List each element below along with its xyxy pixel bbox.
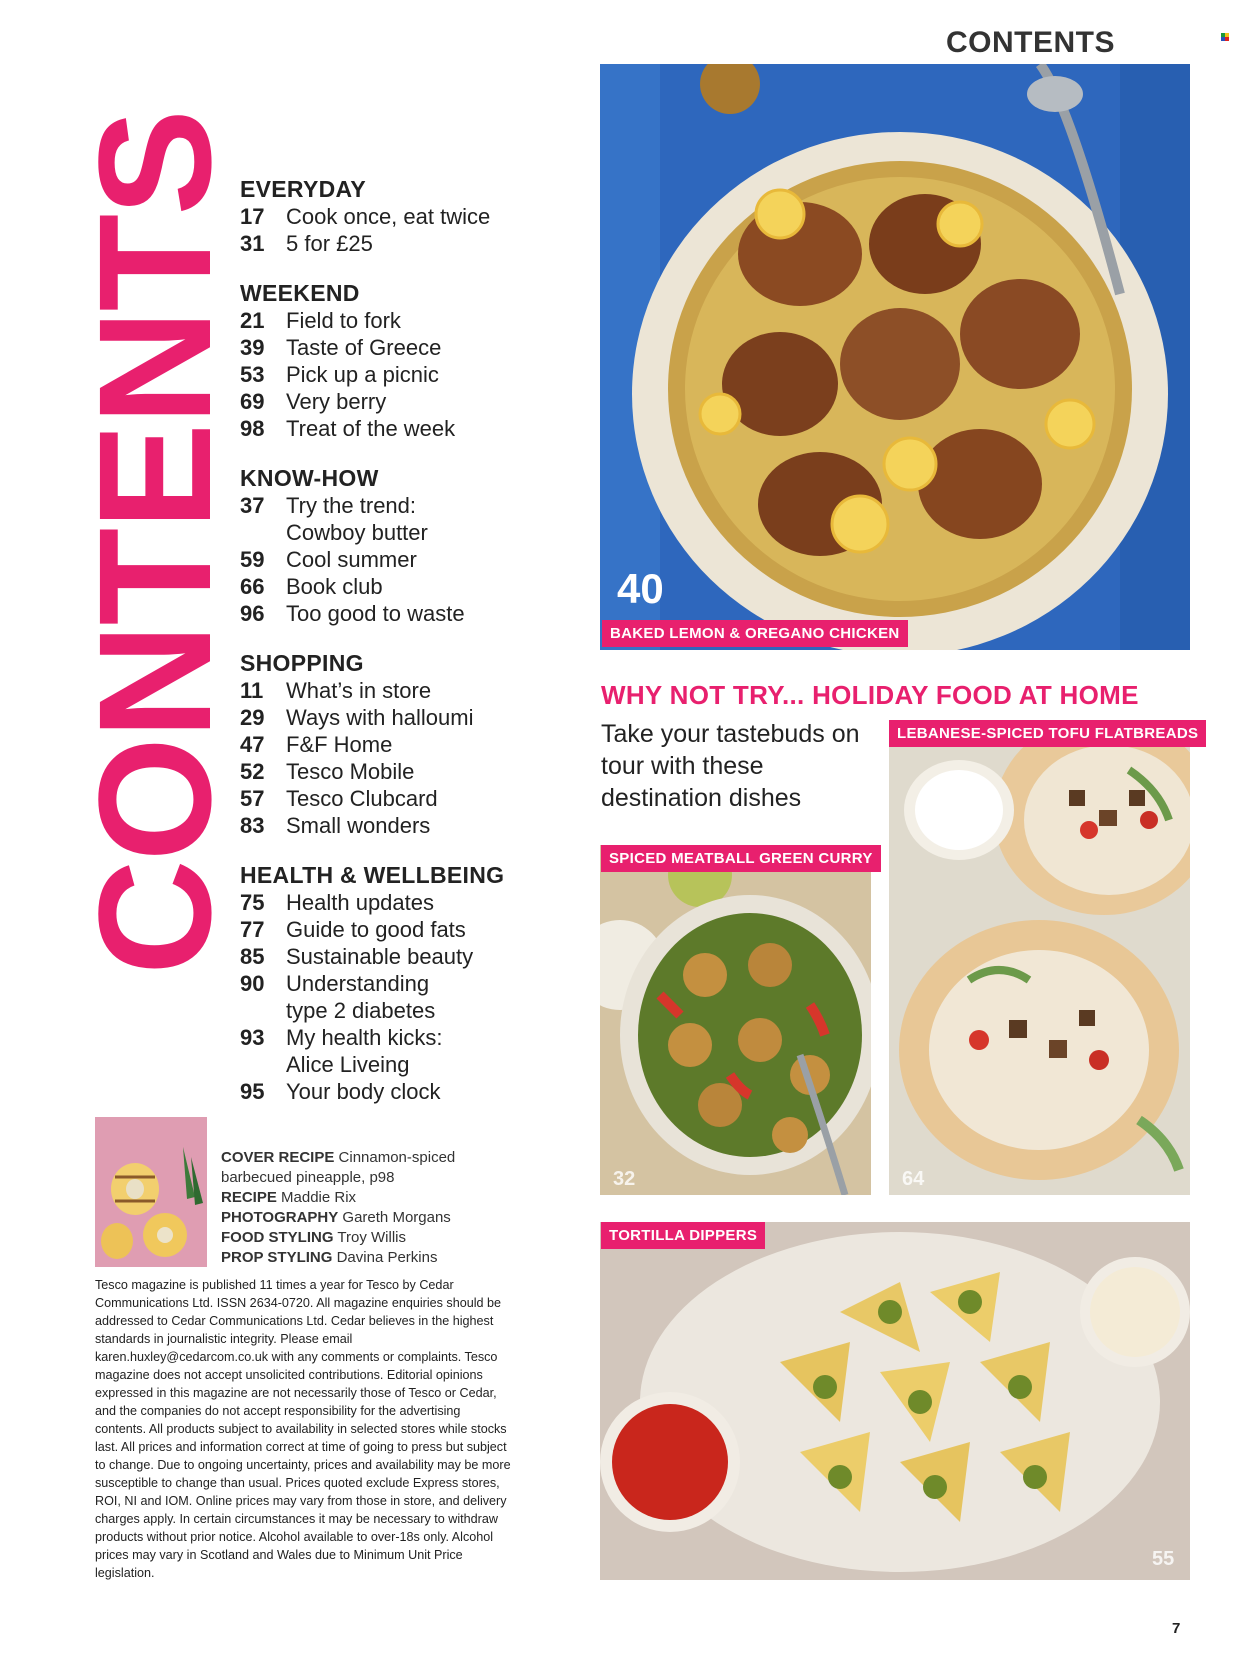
recipe-credit: Maddie Rix bbox=[281, 1189, 357, 1206]
toc-entry[interactable] bbox=[240, 704, 540, 731]
toc-entry-page: 57 bbox=[240, 786, 265, 811]
toc-entry-label-line: Sustainable beauty bbox=[286, 944, 474, 969]
toc-entry-label bbox=[286, 970, 540, 1024]
flatbreads-page-number: 64 bbox=[902, 1168, 925, 1190]
toc-entry[interactable] bbox=[240, 1024, 540, 1078]
toc-entry[interactable] bbox=[240, 785, 540, 812]
toc-entry-label-line: Cool summer bbox=[286, 547, 417, 572]
toc-entry[interactable] bbox=[240, 812, 540, 839]
cover-recipe-label: COVER RECIPE bbox=[221, 1149, 335, 1166]
tortilla-page-number: 55 bbox=[1152, 1548, 1175, 1570]
toc-entry[interactable] bbox=[240, 415, 540, 442]
toc-section-title: WEEKEND bbox=[240, 280, 360, 306]
toc-entry[interactable] bbox=[240, 307, 540, 334]
big-contents-word: CONTENTS bbox=[65, 111, 244, 975]
toc-entry-label bbox=[286, 731, 540, 758]
image-tortilla-dippers[interactable] bbox=[600, 1222, 1190, 1580]
toc-entry-label bbox=[286, 1024, 540, 1078]
cover-recipe-text: Cinnamon-spiced barbecued pineapple, p98 bbox=[221, 1149, 456, 1186]
toc-entry-page: 96 bbox=[240, 601, 265, 626]
toc-entry-page: 83 bbox=[240, 813, 265, 838]
image-meatball-curry[interactable] bbox=[600, 845, 871, 1195]
photography-label: PHOTOGRAPHY bbox=[221, 1209, 339, 1226]
toc-entry-page: 98 bbox=[240, 416, 265, 441]
toc-entry-label-line: Field to fork bbox=[286, 308, 401, 333]
toc-entry-label-line: Taste of Greece bbox=[286, 335, 442, 360]
toc-entry-page: 90 bbox=[240, 971, 265, 996]
toc-entry-page: 31 bbox=[240, 231, 265, 256]
toc-entry-page: 53 bbox=[240, 362, 265, 387]
toc-entry-label-line: Cook once, eat twice bbox=[286, 204, 491, 229]
toc-entry-page: 47 bbox=[240, 732, 265, 757]
toc-entry[interactable] bbox=[240, 889, 540, 916]
toc-entry-label bbox=[286, 785, 540, 812]
toc-entry[interactable] bbox=[240, 230, 540, 257]
toc-entry-label-line: Cowboy butter bbox=[286, 520, 428, 545]
cover-recipe-thumbnail bbox=[95, 1117, 207, 1267]
toc-entry-page: 95 bbox=[240, 1079, 265, 1104]
toc-entry-label bbox=[286, 492, 540, 546]
toc-entry-label bbox=[286, 230, 540, 257]
toc-entry[interactable] bbox=[240, 334, 540, 361]
toc-entry-label bbox=[286, 677, 540, 704]
toc-entry-label bbox=[286, 943, 540, 970]
toc-entry-label-line: Health updates bbox=[286, 890, 434, 915]
toc-entry-label-line: My health kicks: bbox=[286, 1025, 443, 1050]
toc-entry-label-line: Understanding bbox=[286, 971, 430, 996]
table-of-contents bbox=[240, 175, 540, 1127]
why-not-try-subtitle: Take your tastebuds on tour with these destination dishes bbox=[601, 720, 860, 812]
cover-credits bbox=[221, 1148, 521, 1268]
toc-entry-label bbox=[286, 889, 540, 916]
toc-entry-label bbox=[286, 307, 540, 334]
toc-entry-page: 85 bbox=[240, 944, 265, 969]
photography-credit: Gareth Morgans bbox=[342, 1209, 451, 1226]
toc-section-title: HEALTH & WELLBEING bbox=[240, 862, 505, 888]
toc-entry[interactable] bbox=[240, 970, 540, 1024]
toc-entry-page: 17 bbox=[240, 204, 265, 229]
toc-entry[interactable] bbox=[240, 758, 540, 785]
toc-entry-label-line: Pick up a picnic bbox=[286, 362, 439, 387]
toc-entry-label-line: Ways with halloumi bbox=[286, 705, 474, 730]
toc-entry-label bbox=[286, 546, 540, 573]
toc-entry-label-line: 5 for £25 bbox=[286, 231, 373, 256]
toc-entry[interactable] bbox=[240, 677, 540, 704]
tortilla-caption-tag: TORTILLA DIPPERS bbox=[601, 1222, 765, 1249]
toc-entry-label bbox=[286, 812, 540, 839]
toc-entry-label bbox=[286, 361, 540, 388]
toc-entry[interactable] bbox=[240, 203, 540, 230]
toc-entry-label bbox=[286, 916, 540, 943]
toc-section bbox=[240, 279, 540, 442]
toc-entry[interactable] bbox=[240, 388, 540, 415]
curry-page-number: 32 bbox=[613, 1168, 636, 1190]
toc-entry[interactable] bbox=[240, 600, 540, 627]
toc-entry-page: 39 bbox=[240, 335, 265, 360]
toc-entry-label-line: Treat of the week bbox=[286, 416, 456, 441]
toc-entry-label bbox=[286, 415, 540, 442]
toc-entry-page: 37 bbox=[240, 493, 265, 518]
toc-entry-label-line: Small wonders bbox=[286, 813, 431, 838]
toc-entry[interactable] bbox=[240, 1078, 540, 1105]
toc-entry-label-line: Guide to good fats bbox=[286, 917, 466, 942]
toc-entry-page: 77 bbox=[240, 917, 265, 942]
toc-entry-label-line: Alice Liveing bbox=[286, 1052, 410, 1077]
toc-section-title: SHOPPING bbox=[240, 650, 364, 676]
toc-entry-label bbox=[286, 704, 540, 731]
recipe-label: RECIPE bbox=[221, 1189, 277, 1206]
curry-caption-tag: SPICED MEATBALL GREEN CURRY bbox=[601, 845, 881, 872]
toc-entry-label bbox=[286, 573, 540, 600]
toc-section bbox=[240, 649, 540, 839]
toc-entry-page: 52 bbox=[240, 759, 265, 784]
page-header-title: CONTENTS bbox=[946, 26, 1115, 59]
hero-image-lemon-chicken[interactable] bbox=[600, 64, 1190, 650]
toc-entry-label bbox=[286, 758, 540, 785]
toc-entry[interactable] bbox=[240, 731, 540, 758]
flag-icon bbox=[1221, 33, 1229, 41]
toc-entry-label bbox=[286, 334, 540, 361]
toc-section bbox=[240, 861, 540, 1105]
toc-entry[interactable] bbox=[240, 943, 540, 970]
toc-section bbox=[240, 175, 540, 257]
hero-caption-tag: BAKED LEMON & OREGANO CHICKEN bbox=[602, 620, 908, 647]
toc-entry-label-line: Try the trend: bbox=[286, 493, 417, 518]
toc-entry-label bbox=[286, 1078, 540, 1105]
toc-entry[interactable] bbox=[240, 492, 540, 546]
flatbreads-caption-tag: LEBANESE-SPICED TOFU FLATBREADS bbox=[889, 720, 1206, 747]
image-tofu-flatbreads[interactable] bbox=[889, 720, 1190, 1195]
legal-notice: Tesco magazine is published 11 times a year for Tesco by Cedar Communications Ltd. ISSN 2634-0720. All magazine enquiries should be addressed to Cedar Communications Ltd. Cedar believes in the highest standards in journalistic integrity. Please email karen.huxley@cedarcom.co.uk with any comments or complaints. Tesco magazine does not accept unsolicited contributions. Editorial opinions expressed in this magazine are not necessarily those of Tesco or Cedar, and the companies do not accept responsibility for the advertising contents. All products subject to availability in selected stores while stocks last. All prices and information correct at time of going to press but subject to change. Due to ongoing uncertainty, prices and availability may be more susceptible to change than usual. Prices quoted exclude Express stores, ROI, NI and IOM. Online prices may vary from those in store, and delivery charges apply. In certain circumstances it may be necessary to withdraw products without prior notice. Alcohol available to over-18s only. Alcohol prices may vary in Scotland and Wales due to Minimum Unit Price legislation. bbox=[95, 1278, 511, 1580]
toc-entry-page: 66 bbox=[240, 574, 265, 599]
toc-entry-page: 69 bbox=[240, 389, 265, 414]
toc-section bbox=[240, 464, 540, 627]
toc-entry-label-line: Tesco Clubcard bbox=[286, 786, 438, 811]
prop-styling-credit: Davina Perkins bbox=[336, 1249, 438, 1266]
toc-section-title: KNOW-HOW bbox=[240, 465, 379, 491]
toc-entry-label-line: Book club bbox=[286, 574, 383, 599]
toc-entry-page: 59 bbox=[240, 547, 265, 572]
toc-entry-label bbox=[286, 203, 540, 230]
toc-entry-label bbox=[286, 600, 540, 627]
toc-entry-label-line: What’s in store bbox=[286, 678, 432, 703]
toc-entry-page: 75 bbox=[240, 890, 265, 915]
toc-entry-label-line: Too good to waste bbox=[286, 601, 465, 626]
toc-entry[interactable] bbox=[240, 916, 540, 943]
toc-entry-label-line: Tesco Mobile bbox=[286, 759, 415, 784]
toc-entry-label-line: Very berry bbox=[286, 389, 387, 414]
toc-section-title: EVERYDAY bbox=[240, 176, 366, 202]
food-styling-label: FOOD STYLING bbox=[221, 1229, 334, 1246]
toc-entry[interactable] bbox=[240, 546, 540, 573]
toc-entry-label bbox=[286, 388, 540, 415]
toc-entry[interactable] bbox=[240, 573, 540, 600]
toc-entry-label-line: Your body clock bbox=[286, 1079, 441, 1104]
why-not-try-heading: WHY NOT TRY... HOLIDAY FOOD AT HOME bbox=[601, 680, 1139, 710]
food-styling-credit: Troy Willis bbox=[337, 1229, 407, 1246]
toc-entry[interactable] bbox=[240, 361, 540, 388]
toc-entry-page: 21 bbox=[240, 308, 265, 333]
toc-entry-page: 93 bbox=[240, 1025, 265, 1050]
toc-entry-page: 11 bbox=[240, 678, 264, 703]
prop-styling-label: PROP STYLING bbox=[221, 1249, 333, 1266]
toc-entry-label-line: type 2 diabetes bbox=[286, 998, 436, 1023]
hero-page-number: 40 bbox=[617, 565, 664, 612]
page-number: 7 bbox=[1172, 1620, 1181, 1637]
toc-entry-label-line: F&F Home bbox=[286, 732, 393, 757]
toc-entry-page: 29 bbox=[240, 705, 265, 730]
